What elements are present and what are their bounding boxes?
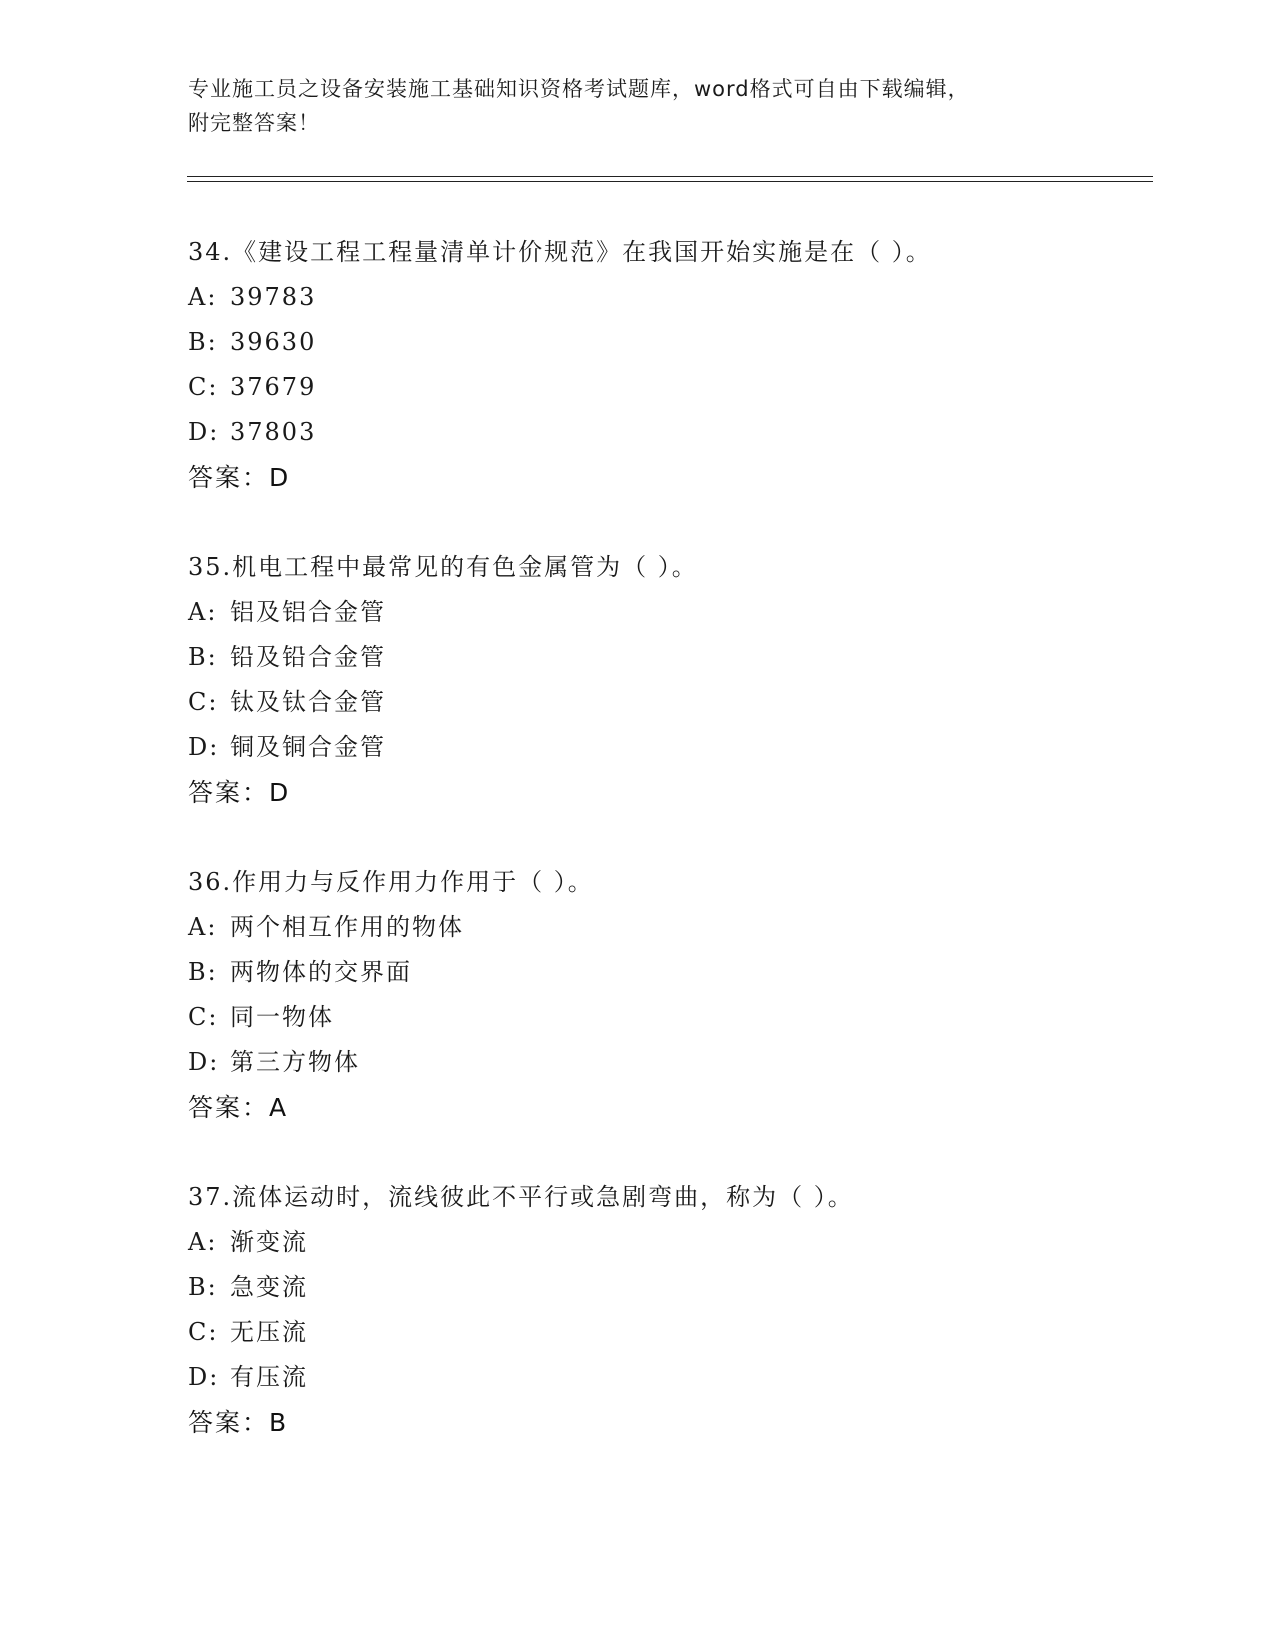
question-34 bbox=[188, 230, 1148, 500]
option-a bbox=[188, 590, 1148, 635]
answer-line bbox=[188, 1085, 1148, 1130]
option-text: 同一物体 bbox=[230, 1003, 334, 1031]
option-b bbox=[188, 635, 1148, 680]
option-text: 铅及铅合金管 bbox=[230, 643, 386, 671]
answer-label: 答案： bbox=[188, 1093, 270, 1122]
answer-line bbox=[188, 455, 1148, 500]
option-text: 无压流 bbox=[230, 1318, 308, 1346]
option-a bbox=[188, 1220, 1148, 1265]
option-a bbox=[188, 275, 1148, 320]
option-text: 钛及钛合金管 bbox=[230, 688, 386, 716]
option-text: 铜及铜合金管 bbox=[230, 733, 386, 761]
option-key: A: bbox=[188, 598, 218, 626]
option-key: B: bbox=[188, 643, 218, 671]
answer-value: B bbox=[269, 1408, 287, 1437]
question-stem: 36.作用力与反作用力作用于（ ）。 bbox=[188, 868, 594, 896]
option-b bbox=[188, 1265, 1148, 1310]
question-37 bbox=[188, 1175, 1148, 1445]
answer-label: 答案： bbox=[188, 1408, 270, 1437]
option-d bbox=[188, 410, 1148, 455]
option-c bbox=[188, 995, 1148, 1040]
option-key: B: bbox=[188, 328, 218, 356]
answer-value: D bbox=[269, 778, 289, 807]
question-stem: 34.《建设工程工程量清单计价规范》在我国开始实施是在（ ）。 bbox=[188, 238, 932, 266]
option-key: C: bbox=[188, 1318, 219, 1346]
header-divider-bottom bbox=[187, 181, 1153, 182]
option-d bbox=[188, 725, 1148, 770]
option-c bbox=[188, 1310, 1148, 1355]
option-d bbox=[188, 1355, 1148, 1400]
option-text: 两物体的交界面 bbox=[230, 958, 412, 986]
header-divider-top bbox=[187, 176, 1153, 177]
option-text: 两个相互作用的物体 bbox=[230, 913, 464, 941]
option-text: 37679 bbox=[230, 373, 317, 401]
header-line-2: 附完整答案！ bbox=[188, 111, 320, 135]
header-line-1: 专业施工员之设备安装施工基础知识资格考试题库，word格式可自由下载编辑， bbox=[188, 77, 970, 101]
option-d bbox=[188, 1040, 1148, 1085]
option-b bbox=[188, 950, 1148, 995]
option-text: 37803 bbox=[230, 418, 317, 446]
option-b bbox=[188, 320, 1148, 365]
question-35 bbox=[188, 545, 1148, 815]
answer-line bbox=[188, 1400, 1148, 1445]
option-key: C: bbox=[188, 373, 219, 401]
option-text: 39630 bbox=[230, 328, 317, 356]
option-c bbox=[188, 365, 1148, 410]
option-key: B: bbox=[188, 958, 218, 986]
option-key: D: bbox=[188, 733, 220, 761]
answer-value: D bbox=[269, 463, 289, 492]
answer-label: 答案： bbox=[188, 463, 270, 492]
answer-line bbox=[188, 770, 1148, 815]
option-key: D: bbox=[188, 1363, 220, 1391]
option-key: D: bbox=[188, 1048, 220, 1076]
question-stem: 37.流体运动时，流线彼此不平行或急剧弯曲，称为（ ）。 bbox=[188, 1183, 854, 1211]
answer-value: A bbox=[269, 1093, 287, 1122]
option-text: 39783 bbox=[230, 283, 317, 311]
question-36 bbox=[188, 860, 1148, 1130]
option-key: A: bbox=[188, 1228, 218, 1256]
option-key: B: bbox=[188, 1273, 218, 1301]
document-header bbox=[188, 72, 1088, 140]
option-text: 第三方物体 bbox=[230, 1048, 360, 1076]
option-a bbox=[188, 905, 1148, 950]
option-key: D: bbox=[188, 418, 220, 446]
answer-label: 答案： bbox=[188, 778, 270, 807]
option-text: 铝及铝合金管 bbox=[230, 598, 386, 626]
option-c bbox=[188, 680, 1148, 725]
question-stem: 35.机电工程中最常见的有色金属管为（ ）。 bbox=[188, 553, 698, 581]
option-key: C: bbox=[188, 1003, 219, 1031]
option-text: 有压流 bbox=[230, 1363, 308, 1391]
option-key: C: bbox=[188, 688, 219, 716]
option-text: 急变流 bbox=[230, 1273, 308, 1301]
option-key: A: bbox=[188, 283, 218, 311]
option-text: 渐变流 bbox=[230, 1228, 308, 1256]
option-key: A: bbox=[188, 913, 218, 941]
